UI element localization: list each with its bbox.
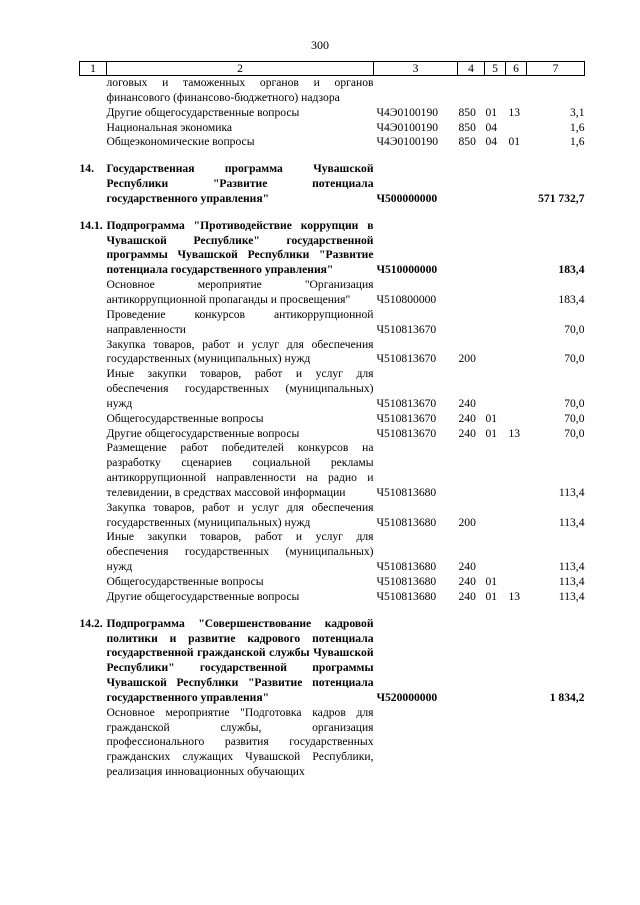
expense-type-code <box>458 617 485 706</box>
subsection-code <box>506 412 527 427</box>
item-name: Проведение конкурсов антикоррупционной направленности <box>106 307 374 336</box>
section-code <box>485 162 506 207</box>
amount <box>527 706 585 780</box>
subsection-code <box>506 278 527 308</box>
column-number-row <box>80 62 585 76</box>
table-row <box>80 121 585 136</box>
amount: 113,4 <box>558 560 585 574</box>
item-name: Закупка товаров, работ и услуг для обеспечения государственных (муниципальных) нужд <box>106 500 374 529</box>
subsection-code <box>506 338 527 368</box>
item-name: Другие общегосударственные вопросы <box>106 426 300 440</box>
table-row <box>80 135 585 150</box>
target-code: Ч4Э0100190 <box>376 120 439 134</box>
amount: 3,1 <box>570 105 585 119</box>
program-row <box>80 162 585 207</box>
item-number <box>80 106 107 121</box>
section-code <box>485 278 506 308</box>
expense-type-code <box>458 278 485 308</box>
item-name: Общегосударственные вопросы <box>106 411 264 425</box>
subsection-code <box>506 530 527 575</box>
target-code: Ч510813680 <box>376 575 437 588</box>
subsection-code <box>506 441 527 500</box>
item-number <box>80 706 107 780</box>
amount: 1,6 <box>570 135 585 149</box>
subsection-code <box>506 367 527 412</box>
subsection-code <box>506 501 527 531</box>
section-code <box>485 617 506 706</box>
item-number <box>80 412 107 427</box>
target-code: Ч510813680 <box>376 515 437 529</box>
table-row <box>80 427 585 442</box>
target-code: Ч510813670 <box>376 352 437 366</box>
target-code: Ч520000000 <box>376 690 438 704</box>
subsection-code: 01 <box>508 135 521 149</box>
target-code: Ч510800000 <box>376 292 437 306</box>
subsection-code: 13 <box>508 426 521 440</box>
item-number <box>80 121 107 136</box>
item-number <box>80 441 107 500</box>
amount: 113,4 <box>558 589 585 603</box>
amount: 1,6 <box>570 120 585 134</box>
section-code: 01 <box>485 411 498 425</box>
expense-type-code: 240 <box>458 396 476 410</box>
item-name: Общеэкономические вопросы <box>106 135 255 149</box>
subsection-code: 13 <box>508 105 521 119</box>
section-code: 01 <box>485 589 498 603</box>
expense-type-code <box>458 219 485 278</box>
target-code: Ч510813670 <box>376 411 437 425</box>
item-name: Закупка товаров, работ и услуг для обеспечения государственных (муниципальных) нужд <box>106 337 374 366</box>
expense-type-code <box>458 441 485 500</box>
item-name: Другие общегосударственные вопросы <box>106 105 300 119</box>
subsection-code <box>506 121 527 136</box>
expense-type-code: 850 <box>458 105 476 119</box>
section-code <box>485 530 506 575</box>
target-code: Ч4Э0100190 <box>376 135 439 149</box>
subsection-code <box>506 308 527 338</box>
item-number: 14. <box>79 162 94 176</box>
section-code <box>485 308 506 338</box>
row-spacer <box>80 207 585 219</box>
subsection-code <box>506 76 527 106</box>
item-number <box>80 135 107 150</box>
item-number <box>80 575 107 590</box>
table-row <box>80 278 585 308</box>
item-name: Общегосударственные вопросы <box>106 575 264 588</box>
program-row <box>80 617 585 706</box>
program-row <box>80 219 585 278</box>
item-number <box>80 530 107 575</box>
item-name: Основное мероприятие "Подготовка кадров для гражданской службы, организация профессионального развития государственных гражданских служащих Чувашской Республики, реализация инновационных обучающих <box>106 705 374 779</box>
row-spacer-cell <box>80 605 585 617</box>
column-number: 2 <box>107 62 374 76</box>
item-number <box>80 367 107 412</box>
page-number: 300 <box>311 38 329 52</box>
item-name: Подпрограмма "Противодействие коррупции в Чувашской Республике" государственной программы Чувашской Республики "Развитие потенциала государственного управления" <box>106 218 374 277</box>
table-row <box>80 76 585 106</box>
section-code: 01 <box>485 426 498 440</box>
target-code: Ч4Э0100190 <box>376 105 439 119</box>
expense-type-code: 200 <box>458 515 476 529</box>
item-name: Подпрограмма "Совершенствование кадровой политики и развитие кадрового потенциала государственной гражданской службы Чувашской Республики" государственной программы Чувашской Республики "Развитие потенциала государственного управления" <box>106 616 374 704</box>
amount: 70,0 <box>564 352 585 366</box>
amount: 113,4 <box>558 575 585 588</box>
subsection-code: 13 <box>508 589 521 603</box>
expense-type-code: 240 <box>458 575 476 588</box>
item-number <box>80 427 107 442</box>
section-code <box>485 367 506 412</box>
row-spacer-cell <box>80 207 585 219</box>
column-number: 7 <box>527 62 585 76</box>
section-code: 04 <box>485 120 498 134</box>
section-code <box>485 219 506 278</box>
amount: 70,0 <box>564 322 585 336</box>
column-number: 4 <box>458 62 485 76</box>
target-code: Ч510813670 <box>376 426 437 440</box>
expense-type-code: 240 <box>458 560 476 574</box>
table-row <box>80 501 585 531</box>
target-code: Ч510813680 <box>376 589 437 603</box>
table-row <box>80 308 585 338</box>
item-number <box>80 338 107 368</box>
section-code: 04 <box>485 135 498 149</box>
row-spacer <box>80 150 585 162</box>
item-number: 14.1. <box>79 218 103 232</box>
item-number <box>80 501 107 531</box>
section-code <box>485 76 506 106</box>
item-number <box>80 278 107 308</box>
item-number <box>80 76 107 106</box>
budget-table <box>79 61 585 780</box>
table-row <box>80 441 585 500</box>
expense-type-code: 850 <box>458 135 476 149</box>
table-row <box>80 575 585 590</box>
expense-type-code <box>458 706 485 780</box>
section-code <box>485 338 506 368</box>
section-code <box>485 706 506 780</box>
amount: 70,0 <box>564 396 585 410</box>
subsection-code <box>506 162 527 207</box>
subsection-code <box>506 575 527 590</box>
target-code: Ч510813680 <box>376 560 437 574</box>
target-code <box>374 706 458 780</box>
expense-type-code <box>458 308 485 338</box>
target-code: Ч510813670 <box>376 322 437 336</box>
expense-type-code: 240 <box>458 411 476 425</box>
expense-type-code: 240 <box>458 426 476 440</box>
item-name: Государственная программа Чувашской Республики "Развитие потенциала государственного управления" <box>106 162 374 205</box>
item-number: 14.2. <box>79 616 103 630</box>
amount: 113,4 <box>558 515 585 529</box>
table-row <box>80 106 585 121</box>
row-spacer-cell <box>80 150 585 162</box>
item-name: Основное мероприятие "Организация антикоррупционной пропаганды и просвещения" <box>106 278 374 306</box>
table-row <box>80 706 585 780</box>
column-number: 3 <box>374 62 458 76</box>
section-code: 01 <box>485 575 498 588</box>
amount <box>527 76 585 106</box>
section-code <box>485 441 506 500</box>
subsection-code <box>506 706 527 780</box>
item-name: логовых и таможенных органов и органов финансового (финансово-бюджетного) надзора <box>106 76 374 104</box>
expense-type-code: 200 <box>458 352 476 366</box>
subsection-code <box>506 219 527 278</box>
expense-type-code: 240 <box>458 589 476 603</box>
item-name: Национальная экономика <box>106 120 233 134</box>
item-name: Другие общегосударственные вопросы <box>106 589 300 603</box>
item-name: Размещение работ победителей конкурсов на разработку сценариев социальной рекламы антикоррупционной направленности на радио и телевидении, в средствах массовой информации <box>106 441 374 499</box>
table-row <box>80 530 585 575</box>
item-name: Иные закупки товаров, работ и услуг для обеспечения государственных (муниципальных) нужд <box>106 367 374 410</box>
target-code: Ч510000000 <box>376 263 438 277</box>
amount: 70,0 <box>564 411 585 425</box>
amount: 183,4 <box>558 263 585 277</box>
target-code: Ч500000000 <box>376 191 438 205</box>
amount: 1 834,2 <box>549 690 585 704</box>
section-code: 01 <box>485 105 498 119</box>
expense-type-code: 850 <box>458 120 476 134</box>
table-row <box>80 412 585 427</box>
expense-type-code <box>458 76 485 106</box>
amount: 70,0 <box>564 426 585 440</box>
item-number <box>80 590 107 605</box>
item-name: Иные закупки товаров, работ и услуг для обеспечения государственных (муниципальных) нужд <box>106 530 374 574</box>
target-code: Ч510813680 <box>376 485 437 499</box>
item-number <box>80 308 107 338</box>
column-number: 1 <box>80 62 107 76</box>
target-code <box>374 76 458 106</box>
amount: 113,4 <box>558 485 585 499</box>
section-code <box>485 501 506 531</box>
column-number: 6 <box>506 62 527 76</box>
table-row <box>80 590 585 605</box>
target-code: Ч510813670 <box>376 396 437 410</box>
amount: 183,4 <box>558 292 585 306</box>
column-number: 5 <box>485 62 506 76</box>
row-spacer <box>80 605 585 617</box>
subsection-code <box>506 617 527 706</box>
table-row <box>80 338 585 368</box>
expense-type-code <box>458 162 485 207</box>
table-row <box>80 367 585 412</box>
amount: 571 732,7 <box>538 191 585 205</box>
